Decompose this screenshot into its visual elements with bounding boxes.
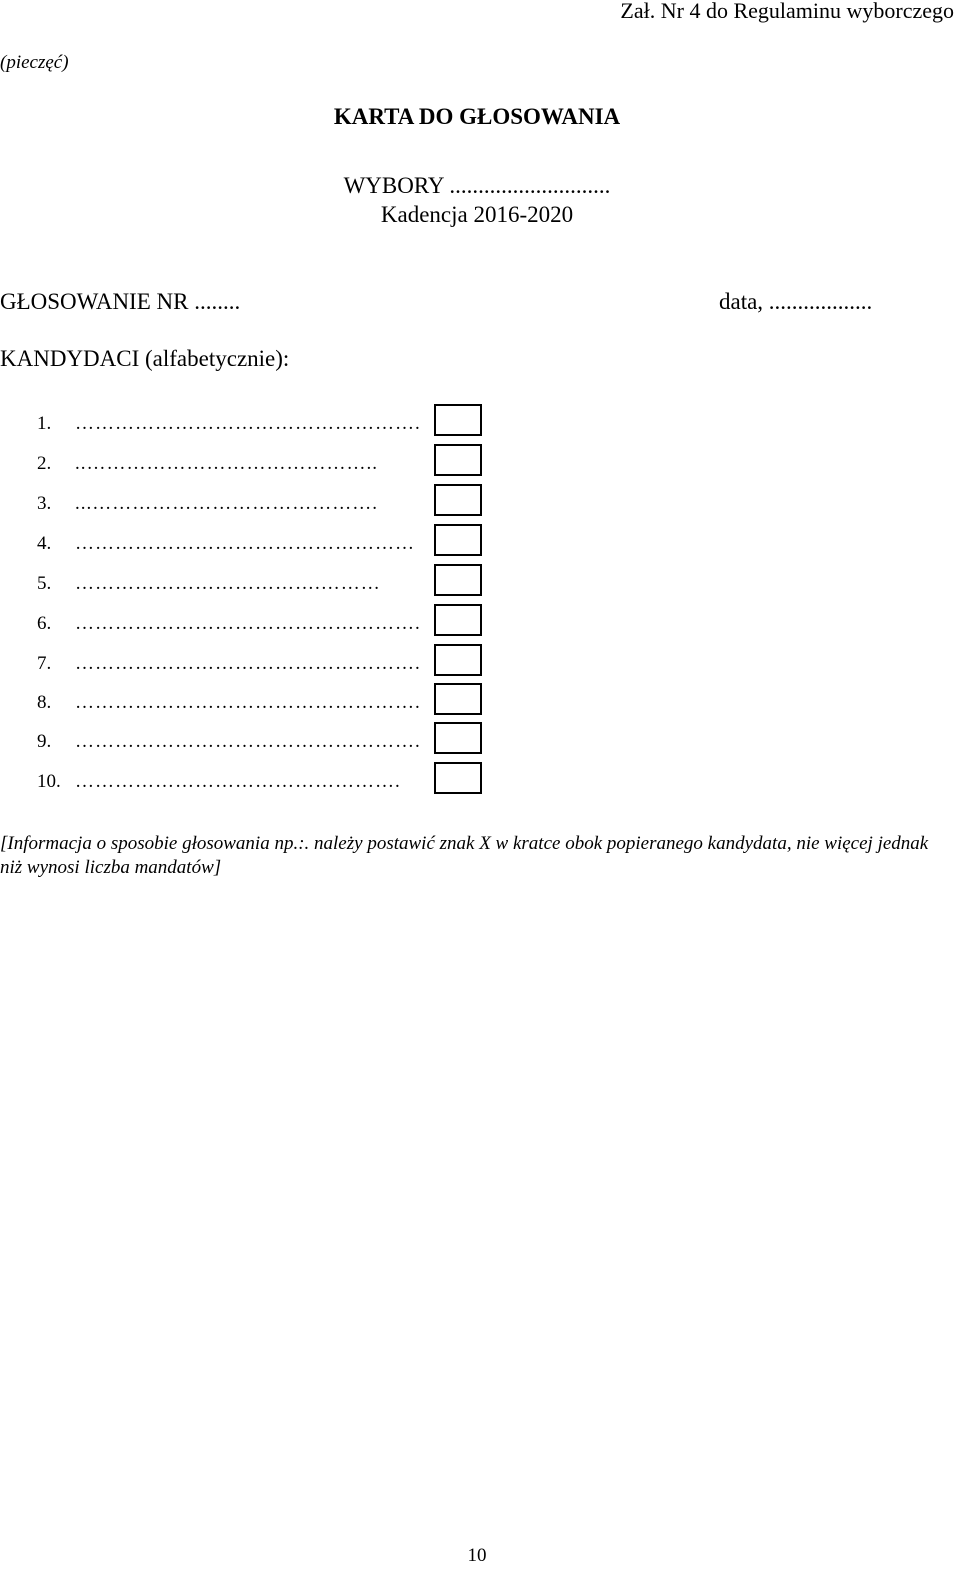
vote-number: GŁOSOWANIE NR ........ [0,289,241,314]
candidate-row [37,484,487,518]
term-line: Kadencja 2016-2020 [380,202,574,227]
voting-instructions: [Informacja o sposobie głosowania np.:. należy postawić znak X w kratce obok popieranego kandydata, nie więcej jednak niż wynosi liczba mandatów] [0,833,929,878]
elections-line: WYBORY ............................ [343,173,611,198]
candidate-number: 2. [37,453,52,474]
candidate-name: ..…………………………………….. [75,453,378,474]
annex-label: Zał. Nr 4 do Regulaminu wyborczego [620,0,954,23]
candidate-row [37,722,487,756]
vote-checkbox[interactable] [434,444,482,476]
vote-date: data, .................. [719,289,873,314]
candidate-name: ……………………………………………. [75,413,421,434]
candidate-number: 6. [37,613,52,634]
vote-checkbox[interactable] [434,604,482,636]
vote-checkbox[interactable] [434,524,482,556]
vote-checkbox[interactable] [434,484,482,516]
candidate-row [37,762,487,796]
candidate-number: 3. [37,493,52,514]
candidate-row [37,404,487,438]
candidate-row [37,604,487,638]
candidate-number: 5. [37,573,52,594]
candidate-name: ……………………………………………. [75,692,421,713]
candidate-name: ……………………………….……… [75,573,381,594]
candidate-name: ……………………………………………. [75,613,421,634]
vote-checkbox[interactable] [434,564,482,596]
candidate-name: …………………………………………… [75,533,415,554]
candidate-name: …………………………………………. [75,771,401,792]
vote-checkbox[interactable] [434,762,482,794]
page-number: 10 [467,1545,487,1566]
candidate-row [37,444,487,478]
candidates-heading: KANDYDACI (alfabetycznie): [0,346,290,371]
candidate-row [37,564,487,598]
candidate-number: 4. [37,533,52,554]
ballot-title: KARTA DO GŁOSOWANIA [333,104,621,129]
candidate-number: 10. [37,771,61,792]
candidate-row [37,524,487,558]
candidate-number: 1. [37,413,52,434]
candidate-name: ...……………………………………. [75,493,378,514]
candidate-number: 8. [37,692,52,713]
candidate-name: ……………………………………………. [75,653,421,674]
candidate-number: 7. [37,653,52,674]
vote-checkbox[interactable] [434,722,482,754]
stamp-placeholder: (pieczęć) [0,52,69,73]
candidate-number: 9. [37,731,52,752]
vote-checkbox[interactable] [434,683,482,715]
candidate-row [37,644,487,678]
vote-checkbox[interactable] [434,644,482,676]
candidate-name: ……………………………………………. [75,731,421,752]
candidate-row [37,683,487,717]
vote-checkbox[interactable] [434,404,482,436]
